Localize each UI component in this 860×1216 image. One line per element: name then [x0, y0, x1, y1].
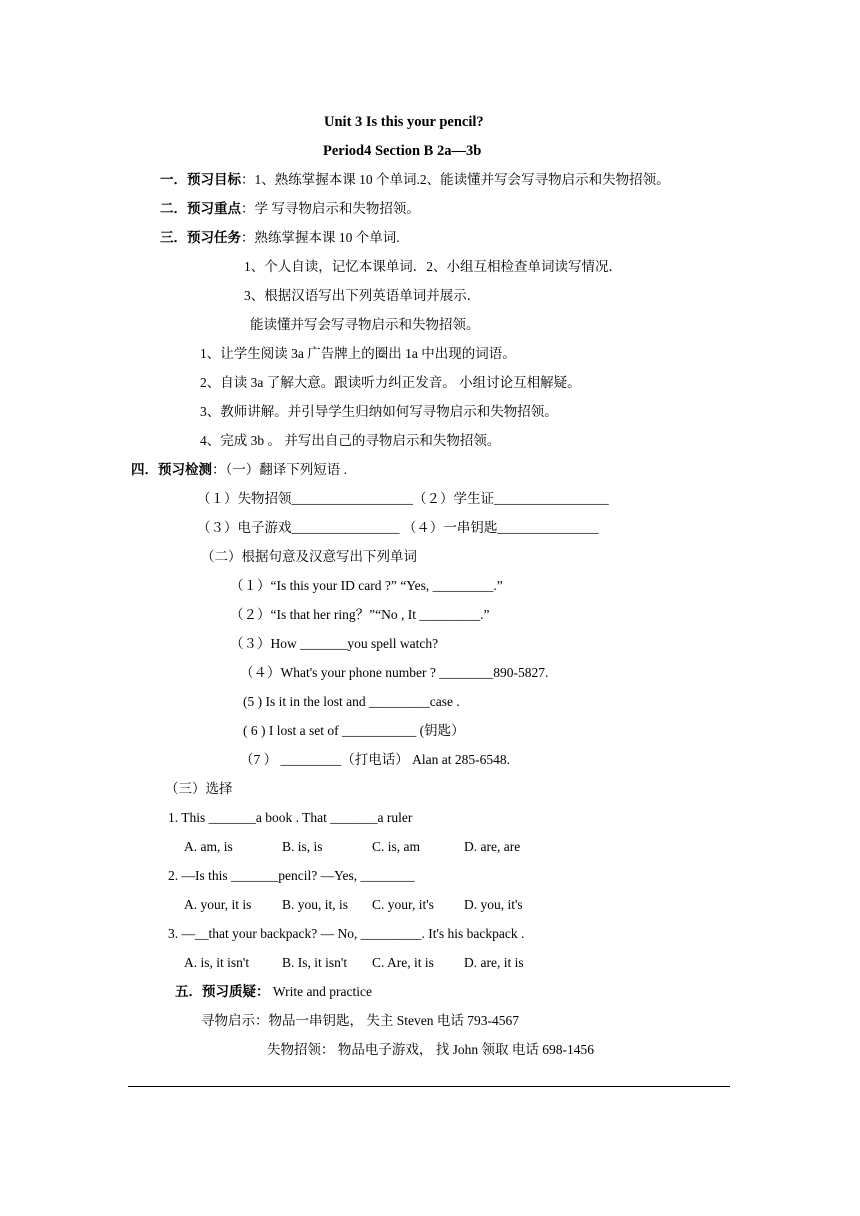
section-1-text: ：1、熟练掌握本课 10 个单词.2、能读懂并写会写寻物启示和失物招领。: [241, 172, 670, 187]
task-line-3: 能读懂并写会写寻物启示和失物招领。: [250, 317, 480, 332]
mc-option: C. is, am: [372, 839, 421, 854]
page-title: Unit 3 Is this your pencil?: [324, 114, 484, 130]
found-notice: 失物招领： 物品电子游戏， 找 John 领取 电话 698-1456: [267, 1042, 594, 1057]
mc-option: C. your, it's: [372, 897, 434, 912]
mc-option: A. your, it is: [184, 897, 252, 912]
lost-notice: 寻物启示：物品一串钥匙， 失主 Steven 电话 793-4567: [201, 1013, 519, 1028]
section-2-label: 二．预习重点: [160, 201, 241, 216]
section-3: [160, 229, 400, 247]
mc-option: B. you, it, is: [282, 897, 349, 912]
bottom-rule: [128, 1086, 730, 1087]
mc-question-1: 1. This _______a book . That _______a ruler: [168, 810, 413, 825]
task-line-1: 1、个人自读，记忆本课单词．2、小组互相检查单词读写情况．: [244, 259, 622, 274]
mc-option: A. is, it isn't: [184, 955, 250, 970]
mc-option: B. is, is: [282, 839, 323, 854]
section-4-text: ：（一）翻译下列短语 .: [212, 462, 347, 477]
mc-option: C. Are, it is: [372, 955, 434, 970]
task-line-2: 3、根据汉语写出下列英语单词并展示．: [244, 288, 481, 303]
section-2: [160, 200, 420, 218]
step-4: 4、完成 3b 。 并写出自己的寻物启示和失物招领。: [200, 433, 501, 448]
section-5-label: 五．预习质疑：: [175, 984, 270, 999]
mc-question-2: 2. —Is this _______pencil? —Yes, ________: [168, 868, 415, 883]
page-subtitle: Period4 Section B 2a—3b: [323, 143, 482, 159]
section-4: [131, 461, 347, 479]
mc-question-3: 3. —__that your backpack? — No, _________. It's his backpack .: [168, 926, 525, 941]
section-4-label: 四．预习检测: [131, 462, 212, 477]
fill-item-1: （１）“Is this your ID card ?” “Yes, _________.”: [230, 578, 503, 593]
fill-item-6: ( 6 ) I lost a set of ___________ (钥匙）: [243, 723, 465, 738]
fill-item-5: (5 ) Is it in the lost and _________case .: [243, 694, 460, 709]
mc-option: D. are, are: [464, 839, 521, 854]
mc-option: B. Is, it isn't: [282, 955, 348, 970]
section-1: [160, 171, 670, 189]
step-1: 1、让学生阅读 3a 广告牌上的圈出 1a 中出现的词语。: [200, 346, 516, 361]
fill-item-7: （7 ） _________（打电话） Alan at 285-6548.: [240, 752, 510, 767]
fill-item-2: （２）“Is that her ring？”“No , It _________.”: [230, 607, 490, 622]
section-3-label: 三．预习任务: [160, 230, 241, 245]
fill-item-3: （３）How _______you spell watch?: [230, 636, 439, 651]
mc-option: D. are, it is: [464, 955, 524, 970]
section-2-text: ：学 写寻物启示和失物招领。: [241, 201, 420, 216]
mc-option: A. am, is: [184, 839, 233, 854]
phrase-line-2: （３）电子游戏________________ （４）一串钥匙_______________: [197, 520, 599, 535]
step-2: 2、自读 3a 了解大意。跟读听力纠正发音。 小组讨论互相解疑。: [200, 375, 581, 390]
phrase-line-1: （１）失物招领__________________（２）学生证_________________: [197, 491, 609, 506]
section-1-label: 一．预习目标: [160, 172, 241, 187]
step-3: 3、教师讲解。并引导学生归纳如何写寻物启示和失物招领。: [200, 404, 558, 419]
fill-item-4: （４）What's your phone number ? ________890-5827.: [240, 665, 549, 680]
part2-heading: （二）根据句意及汉意写出下列单词: [201, 549, 417, 564]
section-3-text: ：熟练掌握本课 10 个单词.: [241, 230, 400, 245]
part3-heading: （三）选择: [165, 781, 233, 796]
mc-option: D. you, it's: [464, 897, 523, 912]
section-5: [175, 983, 372, 1001]
section-5-text: Write and practice: [269, 984, 373, 999]
